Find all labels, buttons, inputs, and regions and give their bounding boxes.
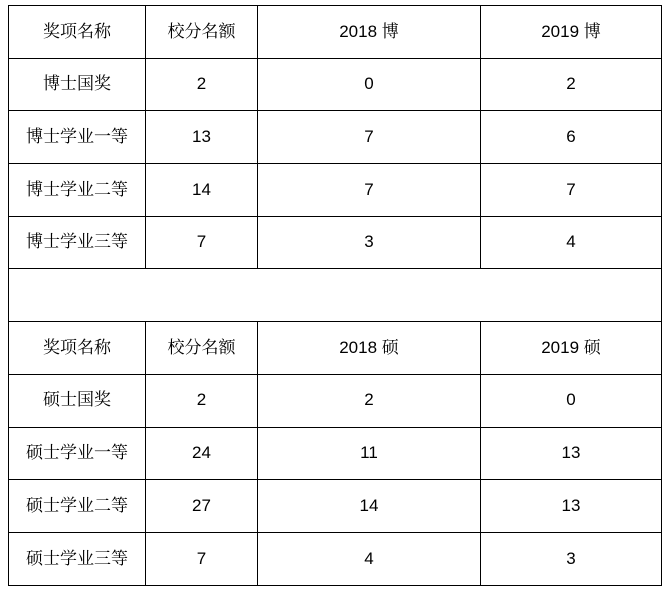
table-row	[9, 164, 662, 217]
spacer-cell	[9, 269, 662, 322]
cell-2019: 6	[481, 111, 662, 164]
table-row	[9, 480, 662, 533]
table-row	[9, 427, 662, 480]
cell-quota: 14	[146, 164, 258, 217]
cell-2018: 14	[258, 480, 481, 533]
spacer-row	[9, 269, 662, 322]
cell-2018: 2	[258, 374, 481, 427]
doctoral-header-row	[9, 6, 662, 59]
header-school-quota: 校分名额	[146, 6, 258, 59]
cell-2019: 0	[481, 374, 662, 427]
table-row	[9, 58, 662, 111]
cell-2019: 13	[481, 480, 662, 533]
cell-quota: 13	[146, 111, 258, 164]
masters-header-row	[9, 322, 662, 375]
cell-award-name: 硕士国奖	[9, 374, 146, 427]
cell-quota: 24	[146, 427, 258, 480]
table-row	[9, 216, 662, 269]
header-2019-doctoral: 2019 博	[481, 6, 662, 59]
header-award-name: 奖项名称	[9, 6, 146, 59]
cell-award-name: 博士学业三等	[9, 216, 146, 269]
header-award-name: 奖项名称	[9, 322, 146, 375]
cell-quota: 7	[146, 216, 258, 269]
cell-2018: 3	[258, 216, 481, 269]
cell-quota: 2	[146, 374, 258, 427]
cell-award-name: 硕士学业二等	[9, 480, 146, 533]
header-2019-masters: 2019 硕	[481, 322, 662, 375]
header-2018-masters: 2018 硕	[258, 322, 481, 375]
cell-2019: 7	[481, 164, 662, 217]
cell-2018: 11	[258, 427, 481, 480]
cell-2019: 2	[481, 58, 662, 111]
table-row	[9, 111, 662, 164]
cell-award-name: 博士学业二等	[9, 164, 146, 217]
cell-2018: 0	[258, 58, 481, 111]
cell-quota: 7	[146, 532, 258, 585]
cell-2019: 4	[481, 216, 662, 269]
cell-2018: 7	[258, 111, 481, 164]
table-row	[9, 532, 662, 585]
cell-award-name: 硕士学业三等	[9, 532, 146, 585]
cell-award-name: 博士国奖	[9, 58, 146, 111]
cell-2019: 13	[481, 427, 662, 480]
cell-award-name: 硕士学业一等	[9, 427, 146, 480]
cell-quota: 27	[146, 480, 258, 533]
cell-2019: 3	[481, 532, 662, 585]
header-school-quota: 校分名额	[146, 322, 258, 375]
table-row	[9, 374, 662, 427]
scholarship-quota-table	[8, 5, 662, 586]
cell-2018: 7	[258, 164, 481, 217]
cell-award-name: 博士学业一等	[9, 111, 146, 164]
cell-2018: 4	[258, 532, 481, 585]
header-2018-doctoral: 2018 博	[258, 6, 481, 59]
cell-quota: 2	[146, 58, 258, 111]
